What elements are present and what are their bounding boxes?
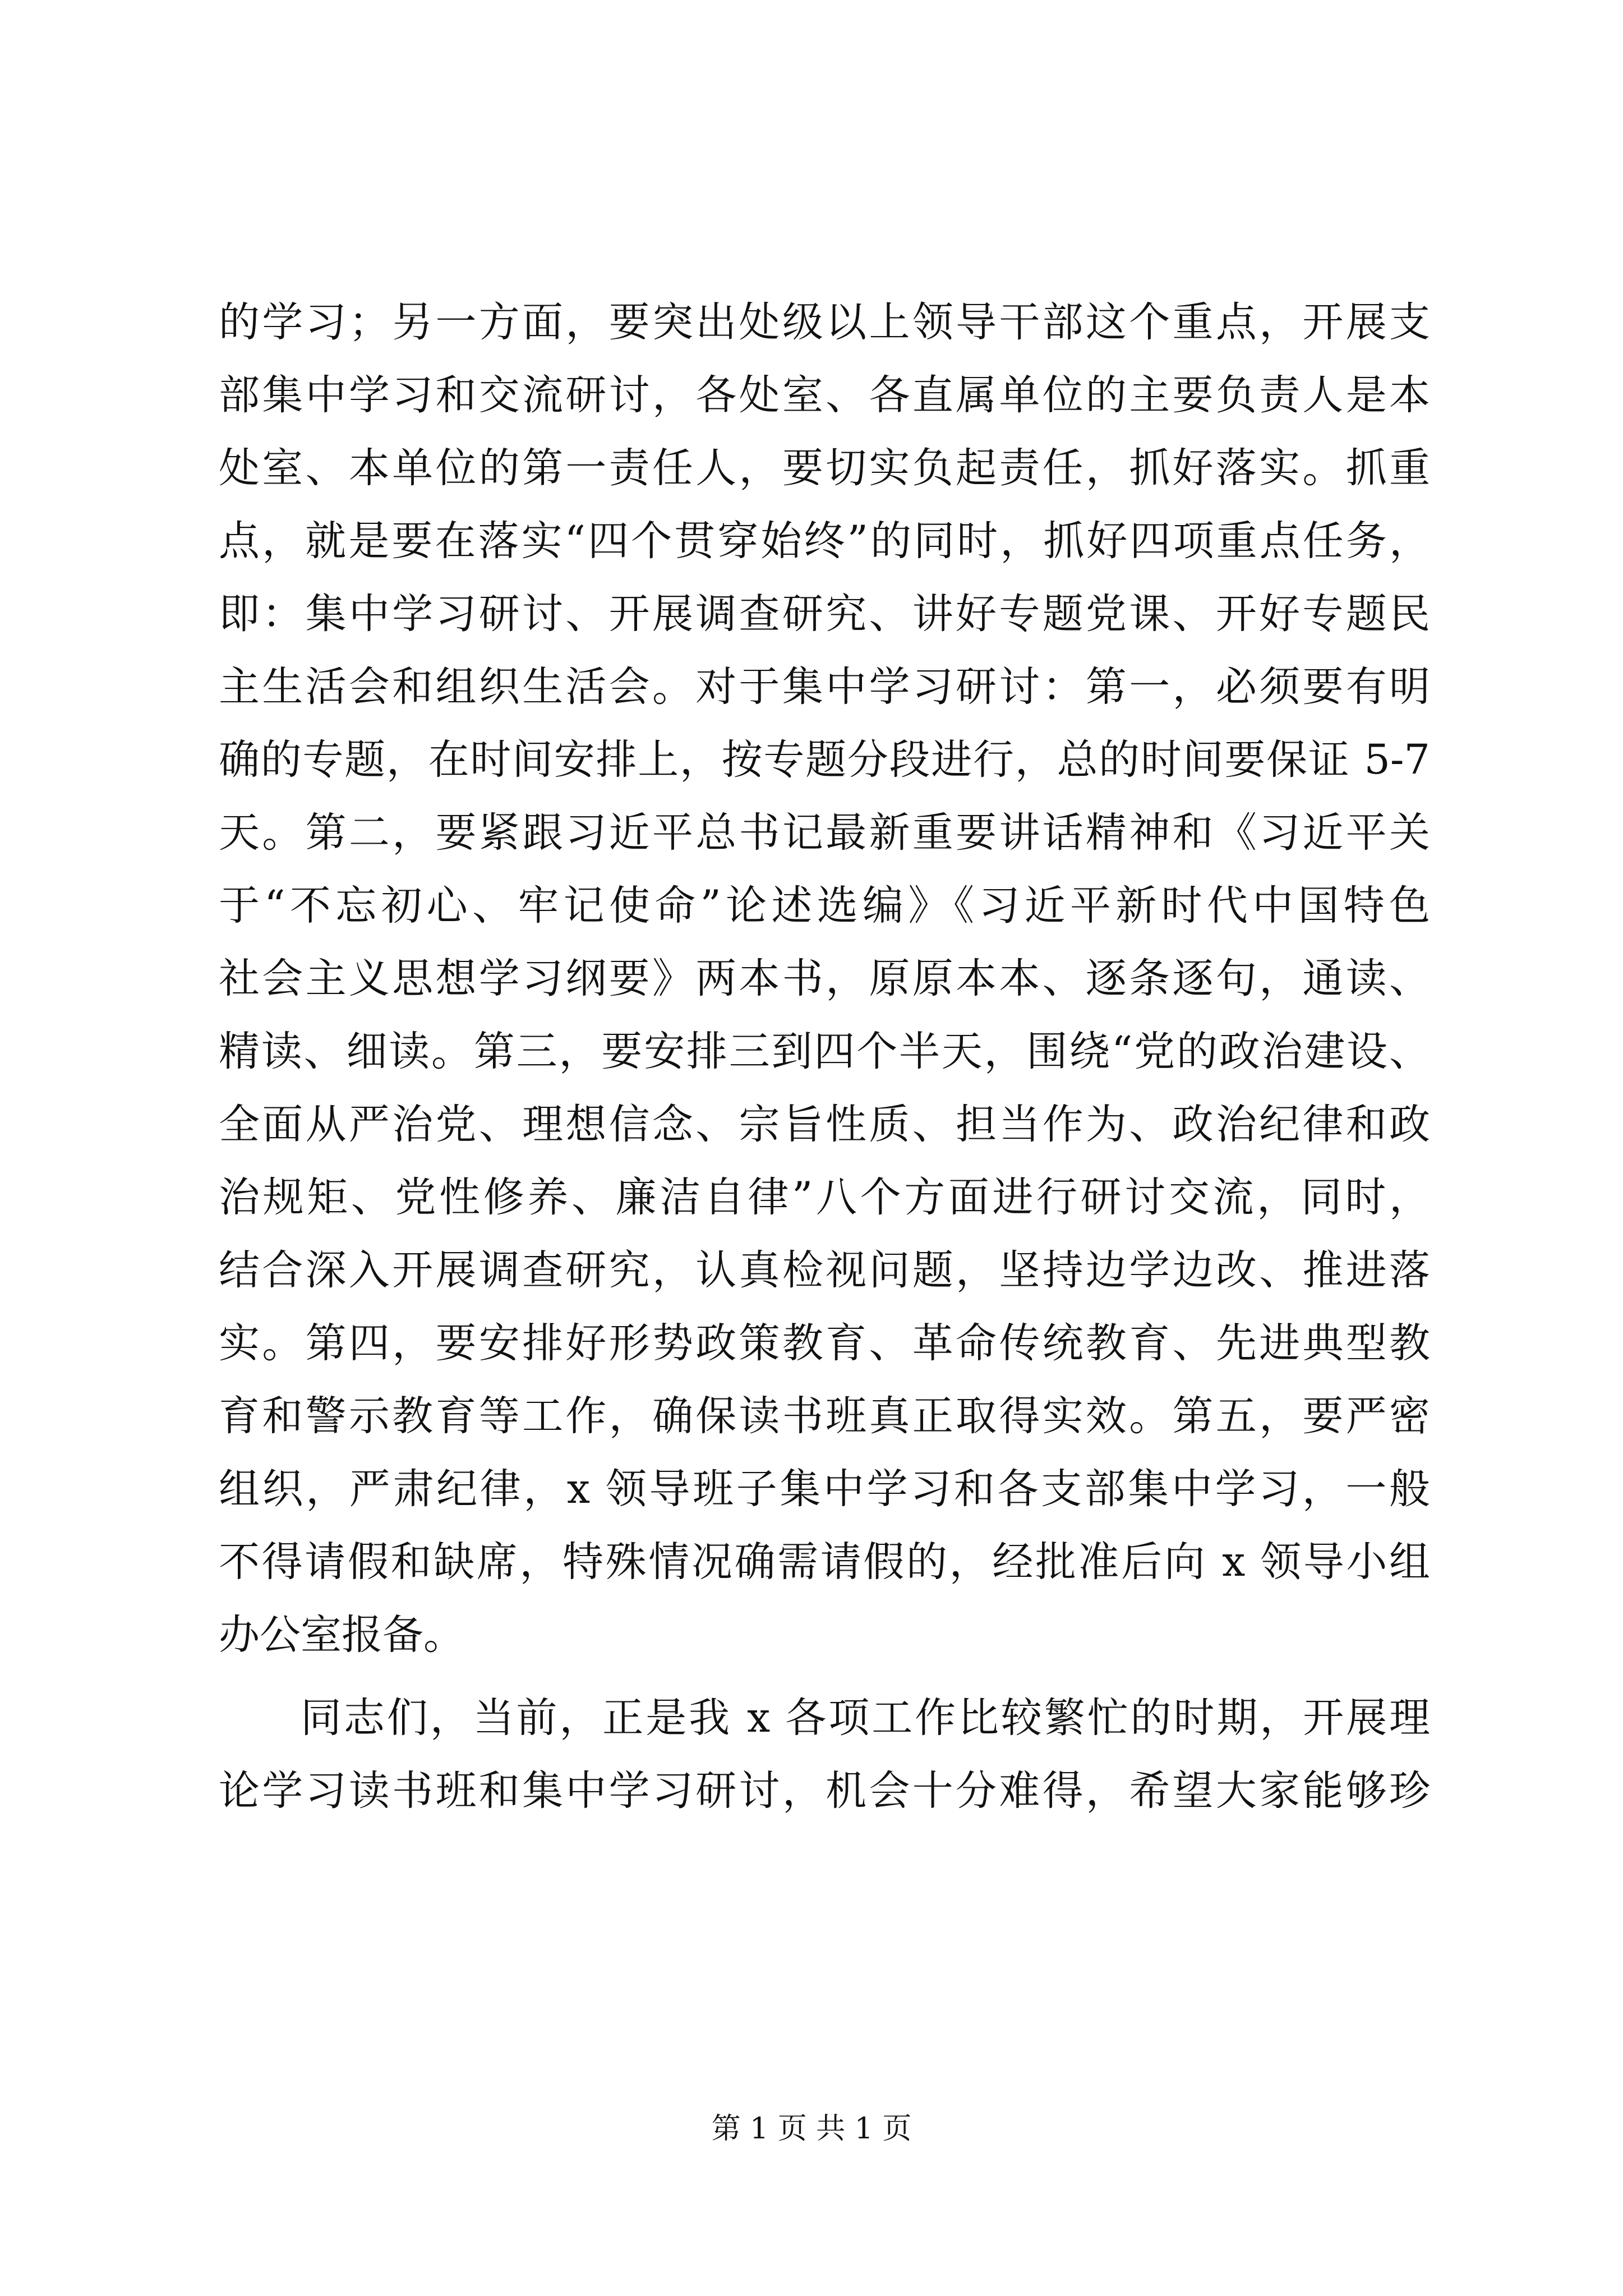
text-line: 精读、细读。第三，要安排三到四个半天，围绕“党的政治建设、 xyxy=(219,1028,1430,1075)
text-line: 于“不忘初心、牢记使命”论述选编》《习近平新时代中国特色 xyxy=(219,882,1430,930)
text-line: 的学习；另一方面，要突出处级以上领导干部这个重点，开展支 xyxy=(219,298,1430,346)
text-line: 部集中学习和交流研讨，各处室、各直属单位的主要负责人是本 xyxy=(219,371,1430,419)
text-line: 点，就是要在落实“四个贯穿始终”的同时，抓好四项重点任务， xyxy=(219,517,1430,565)
page-footer: 第 1 页 共 1 页 xyxy=(711,2112,912,2146)
text-line: 即：集中学习研讨、开展调查研究、讲好专题党课、开好专题民 xyxy=(219,590,1430,638)
text-line: 结合深入开展调查研究，认真检视问题，坚持边学边改、推进落 xyxy=(219,1246,1430,1294)
text-line: 组织，严肃纪律，x 领导班子集中学习和各支部集中学习，一般 xyxy=(219,1465,1430,1513)
text-line: 育和警示教育等工作，确保读书班真正取得实效。第五，要严密 xyxy=(219,1392,1430,1440)
text-line: 不得请假和缺席，特殊情况确需请假的，经批准后向 x 领导小组 xyxy=(219,1538,1430,1586)
text-line: 治规矩、党性修养、廉洁自律”八个方面进行研讨交流，同时， xyxy=(219,1174,1430,1221)
text-line: 确的专题，在时间安排上，按专题分段进行，总的时间要保证 5-7 xyxy=(219,736,1430,784)
text-line: 社会主义思想学习纲要》两本书，原原本本、逐条逐句，通读、 xyxy=(219,955,1430,1002)
paragraph-first-line: 同志们，当前，正是我 x 各项工作比较繁忙的时期，开展理 xyxy=(301,1694,1430,1742)
text-line: 全面从严治党、理想信念、宗旨性质、担当作为、政治纪律和政 xyxy=(219,1101,1430,1148)
text-line: 处室、本单位的第一责任人，要切实负起责任，抓好落实。抓重 xyxy=(219,444,1430,492)
text-line: 实。第四，要安排好形势政策教育、革命传统教育、先进典型教 xyxy=(219,1319,1430,1367)
text-line: 办公室报备。 xyxy=(219,1611,464,1659)
text-line: 论学习读书班和集中学习研讨，机会十分难得，希望大家能够珍 xyxy=(219,1767,1430,1815)
text-line: 天。第二，要紧跟习近平总书记最新重要讲话精神和《习近平关 xyxy=(219,809,1430,857)
text-line: 主生活会和组织生活会。对于集中学习研讨：第一，必须要有明 xyxy=(219,663,1430,711)
